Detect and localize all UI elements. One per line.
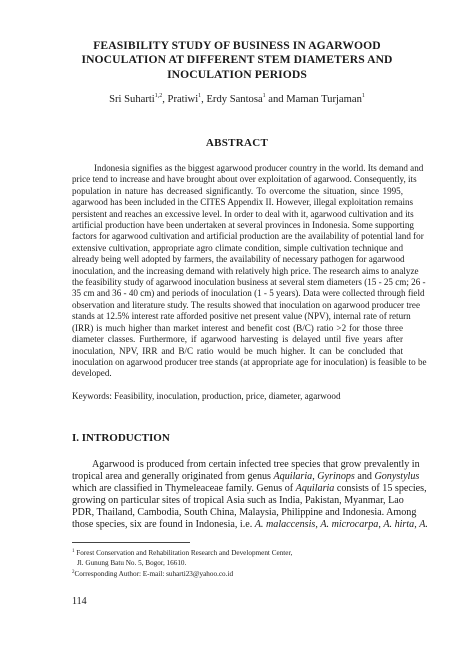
- abstract-line: extensive cultivation, appropriate agro climate condition, simple cultivation technique and: [72, 242, 403, 253]
- affiliation-mark: 1,2: [154, 93, 163, 99]
- intro-line: PDR, Thailand, Cambodia, South China, Malaysia, Philippine and Indonesia. Among: [72, 507, 417, 519]
- author-list: [50, 93, 424, 105]
- abstract-line: observation and literature study. The results showed that inoculation on agarwood producer tree: [72, 299, 420, 310]
- abstract-line: price tend to increase and have brought about over exploitation of agarwood. Consequently, its: [72, 174, 417, 185]
- intro-line: growing on particular sites of tropical Asia such as India, Pakistan, Myanmar, Lao: [72, 495, 404, 507]
- affiliation-mark: 1: [262, 93, 266, 99]
- genus-name: Gyrinops: [317, 471, 355, 483]
- affiliation-mark: 1: [198, 93, 202, 99]
- footnote-mark: 1: [72, 549, 75, 554]
- footnote-separator: [72, 542, 190, 543]
- abstract-line: population in nature has decreased significantly. To overcome the situation, since 1995,: [72, 185, 403, 196]
- footnote-line: Jl. Gunung Batu No. 5, Bogor, 16610.: [77, 558, 187, 567]
- author-name: Sri Suharti: [109, 94, 155, 105]
- species-name: A.: [419, 519, 428, 531]
- genus-name: Gonystylus: [374, 471, 420, 483]
- text-span: which are classified in Thymeleaceae family. Genus of: [72, 483, 296, 495]
- intro-line: Agarwood is produced from certain infected tree species that grow prevalently in: [92, 459, 420, 470]
- keywords-line: Keywords: Feasibility, inoculation, production, price, diameter, agarwood: [72, 391, 341, 401]
- genus-name: Aquilaria: [273, 471, 313, 483]
- section-heading: I. INTRODUCTION: [72, 432, 170, 444]
- abstract-line: Indonesia signifies as the biggest agarwood producer country in the world. Its demand and: [94, 163, 424, 173]
- text-span: and: [354, 471, 375, 483]
- abstract-line: already being well adopted by farmers, the availability of necessary pathogen for agarwood: [72, 254, 405, 265]
- abstract-line: diameter classes. Furthermore, if agarwood harvesting is delayed until five years after: [72, 334, 403, 345]
- genus-name: Aquilaria: [295, 483, 335, 495]
- abstract-line: agarwood has been included in the CITES Appendix II. However, illegal exploitation remains: [72, 197, 414, 208]
- abstract-line: developed.: [72, 368, 112, 379]
- text-span: ,: [378, 519, 384, 531]
- abstract-line: 35 cm and 36 - 40 cm) and periods of inoculation (1 - 5 years). Data were collected through field: [72, 288, 425, 299]
- species-name: A. hirta: [383, 519, 415, 531]
- text-span: ,: [312, 471, 318, 483]
- species-name: A. malaccensis: [254, 519, 316, 531]
- abstract-heading: ABSTRACT: [205, 137, 269, 149]
- text-span: ,: [315, 519, 321, 531]
- text-span: consists of 15 species,: [334, 483, 427, 495]
- abstract-line: persistent and reaches an excessive level. In order to deal with it, agarwood cultivation and its: [72, 208, 414, 219]
- introduction-body: [72, 459, 428, 532]
- page-number: 114: [72, 596, 87, 607]
- footnote-text: Forest Conservation and Rehabilitation Research and Development Center,: [74, 549, 293, 557]
- title-line: INOCULATION PERIODS: [167, 67, 307, 81]
- footnote-line: [72, 568, 292, 580]
- author-name: , Pratiwi: [162, 94, 199, 105]
- text-span: tropical area and generally originated from genus: [72, 471, 274, 483]
- text-span: those species, six are found in Indonesia, i.e.: [72, 519, 255, 531]
- footnote-text: Corresponding Author: E-mail: suharti23@yahoo.co.id: [74, 570, 234, 579]
- abstract-body: [72, 163, 427, 380]
- title-line: FEASIBILITY STUDY OF BUSINESS IN AGARWOOD: [93, 39, 381, 52]
- affiliation-mark: 1: [361, 93, 365, 99]
- abstract-line: stands at 12.5% interest rate afforded positive net present value (NPV), internal rate of return: [72, 311, 411, 322]
- intro-line: [72, 483, 427, 495]
- abstract-line: inoculation, NPV, IRR and B/C ratio would be much higher. It can be concluded that: [72, 345, 403, 356]
- abstract-line: the feasibility study of agarwood inoculation business at several stem diameters (15 - 25 cm; 26 -: [72, 277, 426, 288]
- abstract-line: inoculation, and the increasing demand with relatively high price. The research aims to analyze: [72, 265, 419, 276]
- footnote-line: [72, 547, 292, 559]
- author-name: and Maman Turjaman: [265, 94, 362, 105]
- abstract-line: inoculation on agarwood producer tree stands (at appropriate age for inoculation) is feasible to be: [72, 356, 427, 367]
- species-name: A. microcarpa: [320, 519, 379, 531]
- abstract-line: artificial production have been undertaken at several provinces in Indonesia. Some supporting: [72, 220, 414, 231]
- footnote-mark: 2: [72, 570, 75, 576]
- intro-line: [72, 471, 420, 483]
- footnotes: [72, 547, 292, 580]
- abstract-line: (IRR) is much higher than market interest and benefit cost (B/C) ratio >2 for those three: [72, 322, 403, 333]
- intro-line: [72, 519, 428, 531]
- author-name: , Erdy Santosa: [201, 94, 263, 105]
- text-span: ,: [414, 519, 420, 531]
- abstract-line: factors for agarwood cultivation and artificial production are the availability of potential land for: [72, 231, 424, 242]
- paper-title: [50, 39, 424, 82]
- title-line: INOCULATION AT DIFFERENT STEM DIAMETERS AND: [81, 53, 393, 67]
